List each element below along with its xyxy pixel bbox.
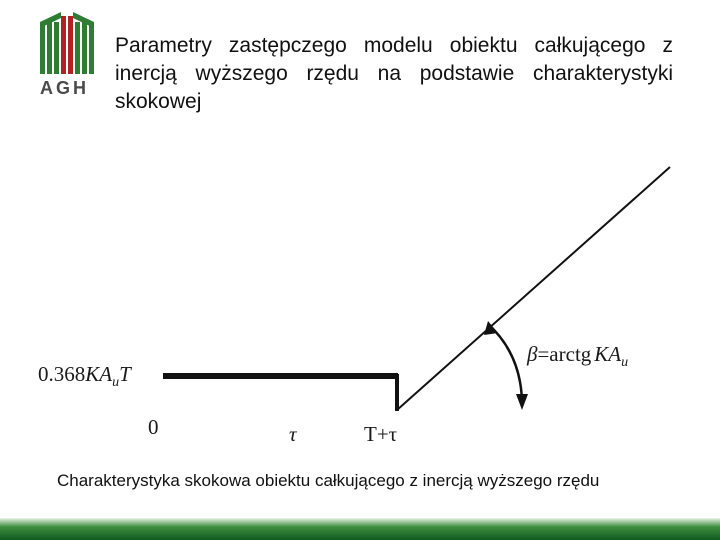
step-response-diagram: [0, 150, 720, 450]
figure-caption: Charakterystyka skokowa obiektu całkującego z inercją wyższego rzędu: [57, 471, 600, 490]
bottom-decorative-bar: [0, 518, 720, 540]
angle-arc: [488, 324, 522, 405]
t-plus-tau-label: T+τ: [364, 422, 398, 446]
level-label: $0.368KA_uT$: [38, 362, 131, 390]
page-title: Parametry zastępczego modelu obiektu całkującego z inercją wyższego rzędu na podstawie charakterystyki skokowej: [115, 34, 673, 113]
tau-label: τ: [289, 422, 297, 446]
response-slope-line: [397, 167, 670, 410]
origin-label: 0: [148, 415, 159, 439]
logo-wordmark: AGH: [40, 78, 89, 98]
angle-arc-arrowhead-bottom: [516, 394, 528, 410]
angle-label: β=arctg $KA_u$: [527, 342, 629, 370]
